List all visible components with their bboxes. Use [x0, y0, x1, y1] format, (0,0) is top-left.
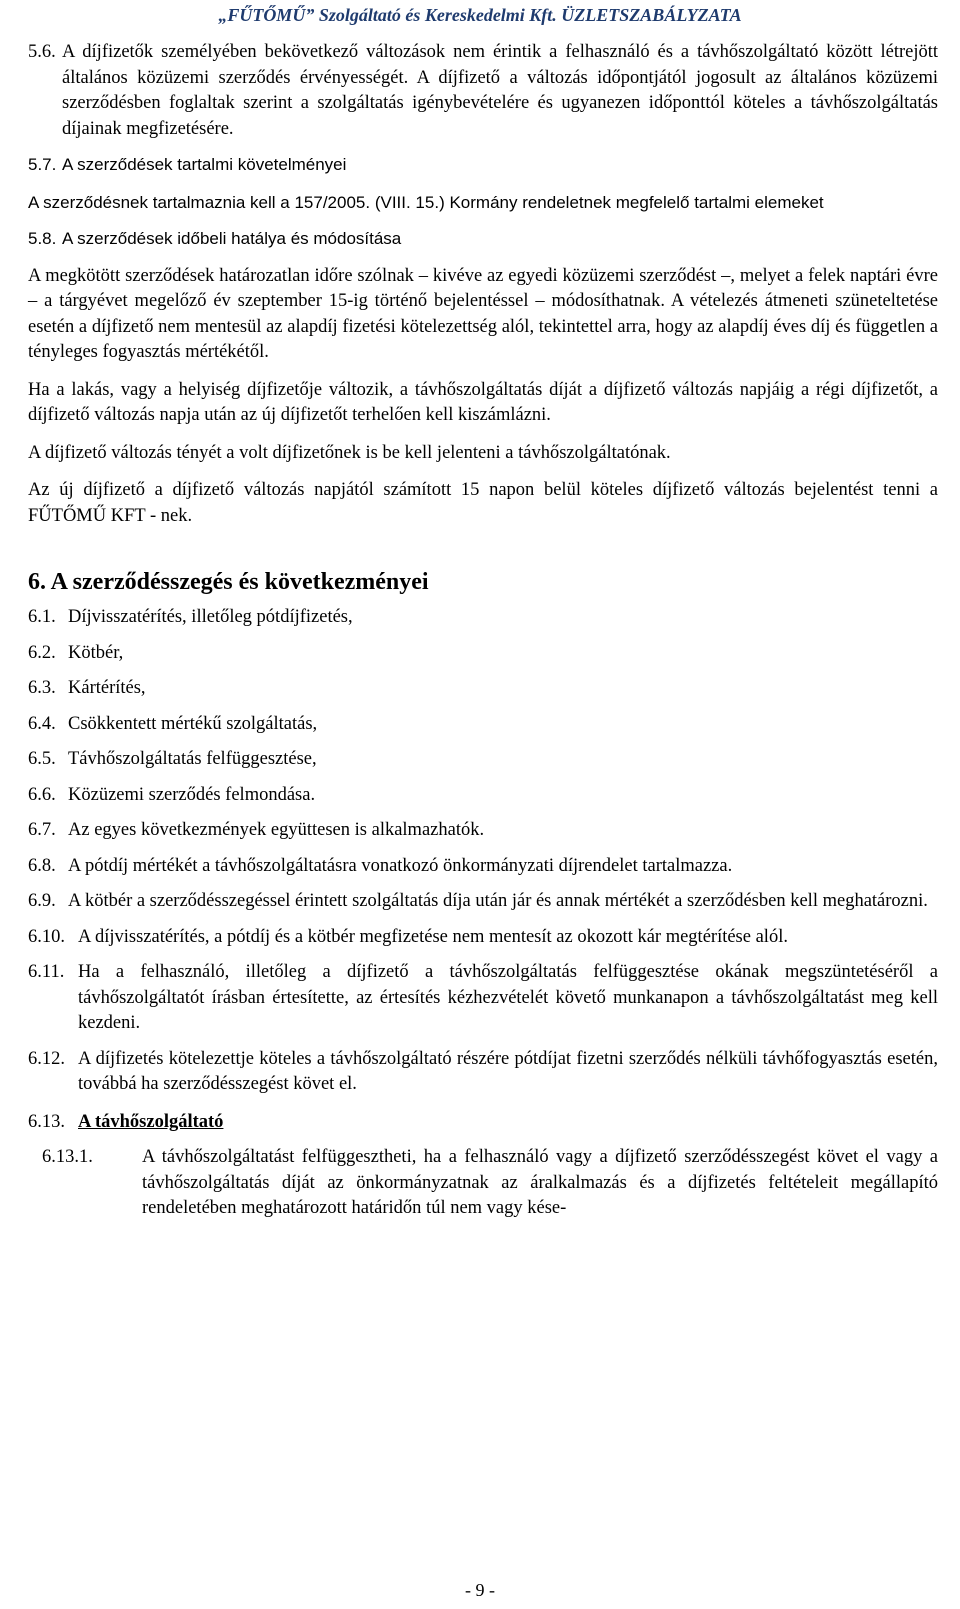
- list-item: [28, 641, 938, 667]
- list-item: [28, 818, 938, 844]
- section-6-13-1: [42, 1145, 938, 1222]
- list-item: [28, 712, 938, 738]
- item-number: 6.6.: [28, 784, 56, 805]
- section-5-8-paragraph-4: Az új díjfizető a díjfizető változás napjától számított 15 napon belül köteles díjfizető változás bejelentést tenni a FŰTŐMŰ KFT - nek.: [28, 480, 938, 526]
- list-item: [28, 605, 938, 631]
- list-item: [28, 960, 938, 1037]
- section-5-8-paragraph-3: A díjfizető változás tényét a volt díjfizetőnek is be kell jelenteni a távhőszolgáltatónak.: [28, 442, 671, 463]
- item-text: Közüzemi szerződés felmondása.: [68, 784, 316, 805]
- section-number: 6.13.1.: [42, 1147, 93, 1167]
- item-number: 6.8.: [28, 855, 56, 876]
- item-text: Ha a felhasználó, illetőleg a díjfizető a távhőszolgáltatás felfüggesztése okának megszüntetéséről a távhőszolgáltatót írásban értesítette, az értesítés kézhezvételét követő munkanapon a távhőszolgáltatást meg kell kezdeni.: [78, 962, 938, 1033]
- section-6-13-heading: [28, 1110, 938, 1136]
- item-number: 6.1.: [28, 607, 56, 627]
- list-item: [28, 676, 938, 702]
- list-item: [28, 747, 938, 773]
- item-number: 6.12.: [28, 1048, 65, 1069]
- item-number: 6.11.: [28, 962, 65, 982]
- item-text: A díjfizetés kötelezettje köteles a távhőszolgáltató részére pótdíjat fizetni szerződés nélküli távhőfogyasztás esetén, továbbá ha szerződésszegést követ el.: [78, 1048, 938, 1094]
- document-body: [28, 40, 938, 1222]
- item-text: Kártérítés,: [68, 678, 146, 698]
- item-text: A kötbér a szerződésszegéssel érintett szolgáltatás díja után jár és annak mértékét a szerződésben kell meghatározni.: [68, 891, 928, 911]
- list-item: [28, 1047, 938, 1098]
- section-5-8-paragraph-1: A megkötött szerződések határozatlan időre szólnak – kivéve az egyedi közüzemi szerződést –, melyet a felek naptári évre – a tárgyévet megelőző év szeptember 15-ig történő bejelentéssel – módosíthatnak. A vételezés átmeneti szüneteltetése esetén a díjfizető nem mentesül az alapdíj fizetési kötelezettség alól, tekintettel arra, hogy az alapdíj éves díj és független a tényleges fogyasztás mértékétől.: [28, 265, 938, 362]
- item-text: A pótdíj mértékét a távhőszolgáltatásra vonatkozó önkormányzati díjrendelet tartalmazza.: [68, 855, 733, 876]
- list-item: [28, 854, 938, 880]
- item-number: 6.10.: [28, 926, 65, 947]
- item-number: 6.9.: [28, 891, 56, 911]
- item-text: Díjvisszatérítés, illetőleg pótdíjfizetés,: [68, 607, 353, 627]
- section-5-7-heading: [28, 152, 938, 178]
- section-5-7-text: A szerződésnek tartalmaznia kell a 157/2005. (VIII. 15.) Kormány rendeletnek megfelelő tartalmi elemeket: [28, 192, 824, 212]
- section-number: 5.8.: [28, 229, 57, 248]
- section-title: A távhőszolgáltató: [78, 1111, 224, 1132]
- item-text: Csökkentett mértékű szolgáltatás,: [68, 713, 318, 734]
- item-number: 6.7.: [28, 820, 56, 840]
- section-5-6: [28, 40, 938, 142]
- section-number: 5.7.: [28, 155, 57, 174]
- item-number: 6.4.: [28, 713, 56, 734]
- section-5-8-paragraph-2: Ha a lakás, vagy a helyiség díjfizetője változik, a távhőszolgáltatás díját a díjfizető változás napjáig a régi díjfizetőt, a díjfizető változás napja után az új díjfizetőt terhelően kell kiszámlázni.: [28, 379, 938, 425]
- section-5-8-heading: [28, 226, 938, 252]
- item-number: 6.3.: [28, 678, 56, 698]
- list-item: [28, 925, 938, 951]
- section-text: A távhőszolgáltatást felfüggesztheti, ha a felhasználó vagy a díjfizető szerződésszegést követ el vagy a távhőszolgáltatás díját az önkormányzatnak az áralkalmazás és a díjfizetés feltételeit megállapító rendeletében meghatározott határidőn túl nem vagy kése-: [142, 1147, 938, 1218]
- page-number: - 9 -: [465, 1580, 495, 1600]
- section-number: 5.6.: [28, 42, 56, 62]
- list-item: [28, 783, 938, 809]
- item-text: Az egyes következmények együttesen is alkalmazhatók.: [68, 820, 485, 840]
- list-item: [28, 889, 938, 915]
- section-number: 6.13.: [28, 1111, 65, 1132]
- item-text: Távhőszolgáltatás felfüggesztése,: [68, 749, 317, 769]
- section-text: A díjfizetők személyében bekövetkező változások nem érintik a felhasználó és a távhőszolgáltató között létrejött általános közüzemi szerződés érvényességét. A díjfizető a változás időpontjától jogosult az általános közüzemi szerződésben foglaltak szerint a szolgáltatás igénybevételére és ugyanezen időponttól köteles a távhőszolgáltatás díjainak megfizetésére.: [62, 42, 938, 139]
- section-title: A szerződések időbeli hatálya és módosítása: [62, 229, 402, 248]
- item-text: Kötbér,: [68, 642, 124, 663]
- chapter-6-heading: 6. A szerződésszegés és következményei: [28, 569, 429, 595]
- item-number: 6.5.: [28, 749, 56, 769]
- document-header: „FŰTŐMŰ” Szolgáltató és Kereskedelmi Kft. ÜZLETSZABÁLYZATA: [218, 5, 742, 25]
- section-title: A szerződések tartalmi követelményei: [62, 155, 347, 174]
- chapter-6-list: [28, 605, 938, 1098]
- item-text: A díjvisszatérítés, a pótdíj és a kötbér megfizetése nem mentesít az okozott kár megtérítése alól.: [78, 926, 788, 947]
- item-number: 6.2.: [28, 642, 56, 663]
